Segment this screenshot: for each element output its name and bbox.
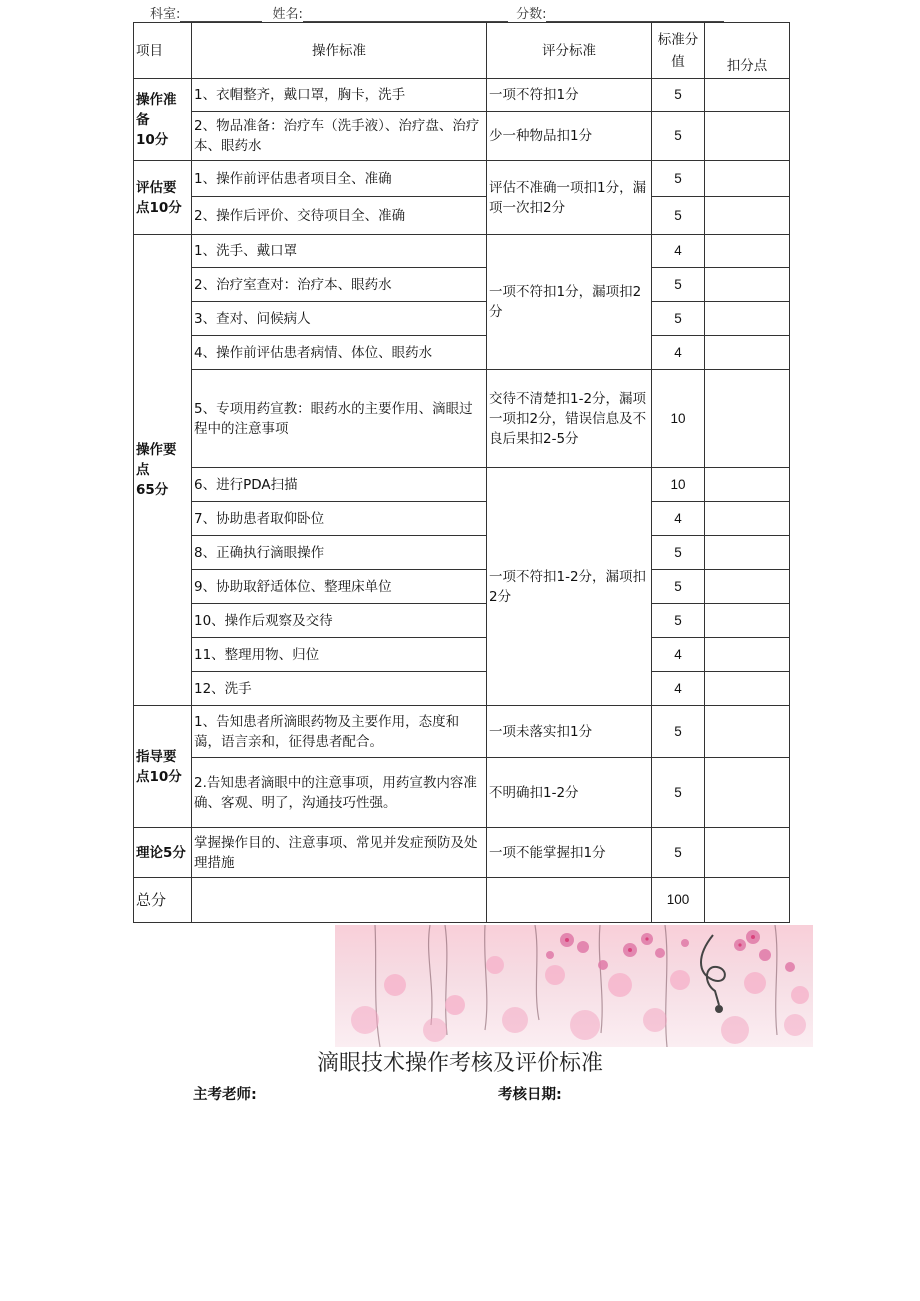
table-row [134, 302, 790, 336]
standard-cell: 5、专项用药宣教：眼药水的主要作用、滴眼过程中的注意事项 [192, 370, 487, 468]
table-header-row [134, 23, 790, 79]
score-cell: 5 [652, 302, 705, 336]
standard-cell: 8、正确执行滴眼操作 [192, 536, 487, 570]
department-blank [180, 9, 262, 22]
category-ops: 操作要点 65分 [134, 235, 192, 706]
total-standard-empty [192, 878, 487, 923]
category-prep: 操作准备 10分 [134, 79, 192, 161]
table-row [134, 112, 790, 161]
deduction-cell[interactable] [705, 638, 790, 672]
table-row [134, 758, 790, 828]
criterion-cell: 一项未落实扣1分 [487, 706, 652, 758]
col-header-item: 项目 [134, 23, 192, 79]
category-theory: 理论5分 [134, 828, 192, 878]
deduction-cell[interactable] [705, 336, 790, 370]
standard-cell: 7、协助患者取仰卧位 [192, 502, 487, 536]
table-row [134, 570, 790, 604]
standard-cell: 12、洗手 [192, 672, 487, 706]
score-cell: 4 [652, 235, 705, 268]
table-row [134, 268, 790, 302]
table-row [134, 197, 790, 235]
form-header-line [150, 3, 724, 22]
total-deduction-cell[interactable] [705, 878, 790, 923]
score-label: 分数: [516, 7, 547, 22]
score-cell: 5 [652, 570, 705, 604]
standard-cell: 9、协助取舒适体位、整理床单位 [192, 570, 487, 604]
deduction-cell[interactable] [705, 370, 790, 468]
standard-cell: 2、治疗室查对：治疗本、眼药水 [192, 268, 487, 302]
deduction-cell[interactable] [705, 570, 790, 604]
deduction-cell[interactable] [705, 468, 790, 502]
standard-cell: 掌握操作目的、注意事项、常见并发症预防及处理措施 [192, 828, 487, 878]
document-title: 滴眼技术操作考核及评价标准 [316, 1051, 603, 1076]
category-guide: 指导要点10分 [134, 706, 192, 828]
name-label: 姓名: [272, 7, 303, 22]
score-cell: 4 [652, 638, 705, 672]
table-row [134, 370, 790, 468]
treble-clef-icon [701, 935, 725, 1012]
examiner-label: 主考老师: [193, 1087, 257, 1103]
standard-cell: 11、整理用物、归位 [192, 638, 487, 672]
name-blank [303, 9, 508, 22]
table-row [134, 828, 790, 878]
standard-cell: 4、操作前评估患者病情、体位、眼药水 [192, 336, 487, 370]
score-cell: 5 [652, 536, 705, 570]
score-cell: 10 [652, 370, 705, 468]
standard-cell: 1、告知患者所滴眼药物及主要作用，态度和蔼，语言亲和，征得患者配合。 [192, 706, 487, 758]
flower-illustration [335, 925, 813, 1047]
standard-cell: 3、查对、问候病人 [192, 302, 487, 336]
decorative-flower-banner [335, 925, 813, 1047]
score-cell: 5 [652, 828, 705, 878]
score-cell: 5 [652, 197, 705, 235]
deduction-cell[interactable] [705, 197, 790, 235]
deduction-cell[interactable] [705, 302, 790, 336]
deduction-cell[interactable] [705, 268, 790, 302]
table-row [134, 161, 790, 197]
table-row [134, 336, 790, 370]
score-cell: 5 [652, 604, 705, 638]
standard-cell: 2.告知患者滴眼中的注意事项，用药宣教内容准确、客观、明了，沟通技巧性强。 [192, 758, 487, 828]
score-cell: 10 [652, 468, 705, 502]
standard-cell: 1、衣帽整齐，戴口罩，胸卡，洗手 [192, 79, 487, 112]
deduction-cell[interactable] [705, 502, 790, 536]
deduction-cell[interactable] [705, 672, 790, 706]
criterion-cell: 一项不能掌握扣1分 [487, 828, 652, 878]
standard-cell: 6、进行PDA扫描 [192, 468, 487, 502]
standard-cell: 2、操作后评价、交待项目全、准确 [192, 197, 487, 235]
total-label: 总分 [134, 878, 192, 923]
col-header-standard: 操作标准 [192, 23, 487, 79]
col-header-criterion: 评分标准 [487, 23, 652, 79]
criterion-cell: 不明确扣1-2分 [487, 758, 652, 828]
score-cell: 5 [652, 161, 705, 197]
criterion-cell: 一项不符扣1-2分，漏项扣2分 [487, 468, 652, 706]
score-cell: 4 [652, 336, 705, 370]
deduction-cell[interactable] [705, 112, 790, 161]
criterion-cell: 交待不清楚扣1-2分，漏项一项扣2分，错误信息及不良后果扣2-5分 [487, 370, 652, 468]
deduction-cell[interactable] [705, 604, 790, 638]
score-cell: 4 [652, 502, 705, 536]
criterion-cell: 评估不准确一项扣1分，漏项一次扣2分 [487, 161, 652, 235]
deduction-cell[interactable] [705, 235, 790, 268]
total-criterion-empty [487, 878, 652, 923]
standard-cell: 2、物品准备：治疗车（洗手液）、治疗盘、治疗本、眼药水 [192, 112, 487, 161]
standard-cell: 1、操作前评估患者项目全、准确 [192, 161, 487, 197]
deduction-cell[interactable] [705, 706, 790, 758]
criterion-cell: 一项不符扣1分 [487, 79, 652, 112]
total-row [134, 878, 790, 923]
department-label: 科室: [150, 7, 181, 22]
total-score: 100 [652, 878, 705, 923]
exam-date-label: 考核日期: [498, 1087, 562, 1103]
score-blank [546, 9, 724, 22]
table-row [134, 79, 790, 112]
col-header-deduction: 扣分点 [705, 23, 790, 79]
category-assess: 评估要点10分 [134, 161, 192, 235]
col-header-score: 标准分值 [652, 23, 705, 79]
criterion-cell: 少一种物品扣1分 [487, 112, 652, 161]
standard-cell: 1、洗手、戴口罩 [192, 235, 487, 268]
score-cell: 5 [652, 758, 705, 828]
score-cell: 5 [652, 268, 705, 302]
table-row [134, 502, 790, 536]
deduction-cell[interactable] [705, 758, 790, 828]
score-cell: 5 [652, 706, 705, 758]
table-row [134, 706, 790, 758]
criterion-cell: 一项不符扣1分，漏项扣2分 [487, 235, 652, 370]
table-row [134, 638, 790, 672]
table-row [134, 672, 790, 706]
deduction-cell[interactable] [705, 161, 790, 197]
table-row [134, 235, 790, 268]
table-row [134, 468, 790, 502]
table-row [134, 604, 790, 638]
table-row [134, 536, 790, 570]
score-cell: 5 [652, 112, 705, 161]
assessment-table [133, 22, 790, 923]
deduction-cell[interactable] [705, 828, 790, 878]
score-cell: 4 [652, 672, 705, 706]
deduction-cell[interactable] [705, 79, 790, 112]
deduction-cell[interactable] [705, 536, 790, 570]
standard-cell: 10、操作后观察及交待 [192, 604, 487, 638]
score-cell: 5 [652, 79, 705, 112]
